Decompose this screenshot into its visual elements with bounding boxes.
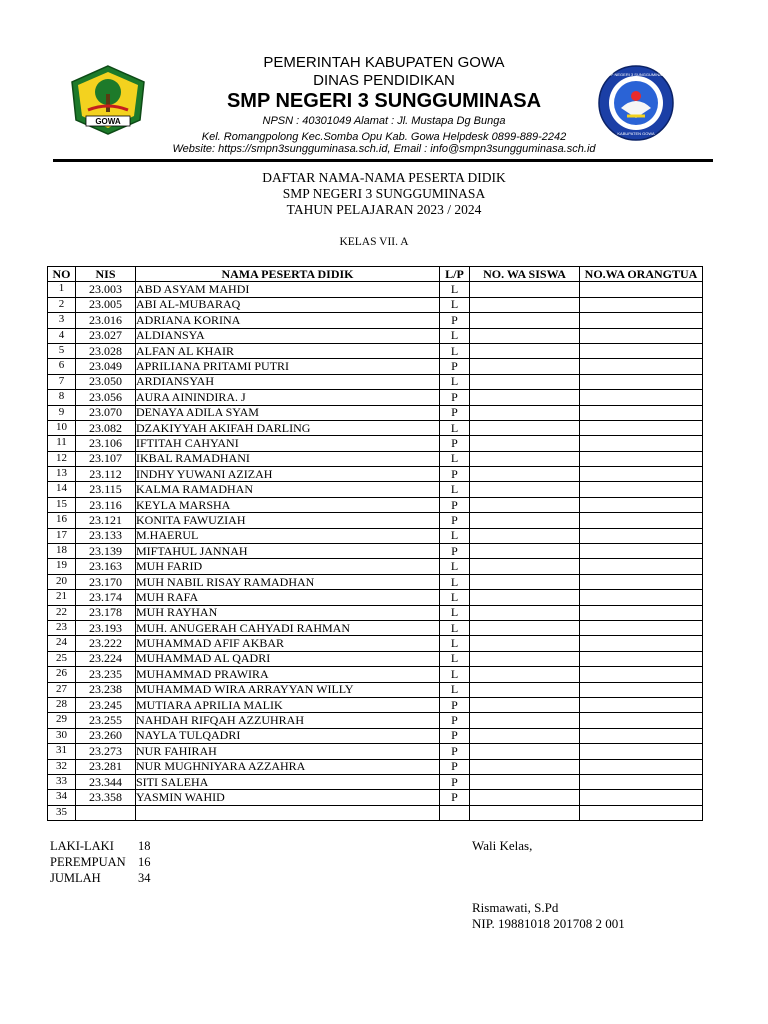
wa-orangtua-cell (580, 651, 703, 666)
no-cell: 1 (48, 282, 76, 297)
name-cell: IKBAL RAMADHANI (136, 451, 440, 466)
summary-row (50, 838, 151, 854)
name-cell: NUR MUGHNIYARA AZZAHRA (136, 759, 440, 774)
wa-siswa-cell (470, 667, 580, 682)
no-cell: 7 (48, 374, 76, 389)
letterhead-government: PEMERINTAH KABUPATEN GOWA (263, 54, 505, 71)
wa-orangtua-cell (580, 728, 703, 743)
gender-cell: L (440, 528, 470, 543)
nis-cell: 23.281 (76, 759, 136, 774)
name-cell: MUHAMMAD PRAWIRA (136, 667, 440, 682)
no-cell: 10 (48, 420, 76, 435)
gender-cell: P (440, 436, 470, 451)
name-cell: NUR FAHIRAH (136, 744, 440, 759)
wa-siswa-cell (470, 713, 580, 728)
table-row (48, 620, 703, 635)
wa-orangtua-cell (580, 313, 703, 328)
summary-row (50, 870, 151, 886)
gender-summary (50, 838, 151, 886)
no-cell: 11 (48, 436, 76, 451)
table-row (48, 790, 703, 805)
name-cell: APRILIANA PRITAMI PUTRI (136, 359, 440, 374)
name-cell: ABD ASYAM MAHDI (136, 282, 440, 297)
wa-orangtua-cell (580, 359, 703, 374)
wa-siswa-cell (470, 451, 580, 466)
table-row (48, 544, 703, 559)
name-cell (136, 805, 440, 820)
gender-cell: L (440, 374, 470, 389)
letterhead-address: NPSN : 40301049 Alamat : Jl. Mustapa Dg Bunga (262, 115, 506, 127)
left-logo-text: GOWA (95, 117, 121, 126)
nis-cell: 23.027 (76, 328, 136, 343)
wa-orangtua-cell (580, 374, 703, 389)
nis-cell: 23.121 (76, 513, 136, 528)
name-cell: MUTIARA APRILIA MALIK (136, 697, 440, 712)
gender-cell: L (440, 297, 470, 312)
wa-siswa-cell (470, 374, 580, 389)
nis-cell: 23.344 (76, 774, 136, 789)
nis-cell: 23.139 (76, 544, 136, 559)
wa-orangtua-cell (580, 405, 703, 420)
gender-cell: L (440, 574, 470, 589)
nis-cell: 23.112 (76, 467, 136, 482)
name-cell: INDHY YUWANI AZIZAH (136, 467, 440, 482)
name-cell: MUHAMMAD AFIF AKBAR (136, 636, 440, 651)
gender-cell: L (440, 451, 470, 466)
nis-cell: 23.222 (76, 636, 136, 651)
no-cell: 21 (48, 590, 76, 605)
table-row (48, 636, 703, 651)
name-cell: SITI SALEHA (136, 774, 440, 789)
name-cell: NAHDAH RIFQAH AZZUHRAH (136, 713, 440, 728)
column-header-wa-siswa: NO. WA SISWA (470, 267, 580, 282)
table-row (48, 513, 703, 528)
wa-siswa-cell (470, 405, 580, 420)
wa-siswa-cell (470, 497, 580, 512)
nis-cell: 23.056 (76, 390, 136, 405)
name-cell: MUHAMMAD AL QADRI (136, 651, 440, 666)
name-cell: MUH RAYHAN (136, 605, 440, 620)
summary-value: 34 (138, 871, 151, 885)
table-row (48, 682, 703, 697)
no-cell: 13 (48, 467, 76, 482)
gender-cell: P (440, 544, 470, 559)
table-row (48, 744, 703, 759)
no-cell: 29 (48, 713, 76, 728)
column-header-lp: L/P (440, 267, 470, 282)
column-header-nis: NIS (76, 267, 136, 282)
nis-cell: 23.049 (76, 359, 136, 374)
name-cell: NAYLA TULQADRI (136, 728, 440, 743)
table-row (48, 774, 703, 789)
gender-cell: P (440, 390, 470, 405)
summary-value: 18 (138, 839, 151, 853)
name-cell: ADRIANA KORINA (136, 313, 440, 328)
nis-cell: 23.050 (76, 374, 136, 389)
table-row (48, 297, 703, 312)
wa-siswa-cell (470, 436, 580, 451)
wa-orangtua-cell (580, 697, 703, 712)
no-cell: 3 (48, 313, 76, 328)
gender-cell: P (440, 359, 470, 374)
gender-cell: P (440, 697, 470, 712)
gender-cell: P (440, 313, 470, 328)
signature-nip: NIP. 19881018 201708 2 001 (472, 916, 625, 931)
no-cell: 33 (48, 774, 76, 789)
name-cell: MUHAMMAD WIRA ARRAYYAN WILLY (136, 682, 440, 697)
nis-cell: 23.170 (76, 574, 136, 589)
wa-siswa-cell (470, 574, 580, 589)
gender-cell: P (440, 744, 470, 759)
gender-cell: L (440, 636, 470, 651)
wa-siswa-cell (470, 313, 580, 328)
gender-cell: P (440, 790, 470, 805)
name-cell: DZAKIYYAH AKIFAH DARLING (136, 420, 440, 435)
gender-cell: L (440, 482, 470, 497)
nis-cell: 23.005 (76, 297, 136, 312)
no-cell: 2 (48, 297, 76, 312)
wa-orangtua-cell (580, 559, 703, 574)
no-cell: 15 (48, 497, 76, 512)
nis-cell: 23.116 (76, 497, 136, 512)
name-cell: ALFAN AL KHAIR (136, 343, 440, 358)
gender-cell: P (440, 728, 470, 743)
table-row (48, 282, 703, 297)
gender-cell: P (440, 759, 470, 774)
wa-siswa-cell (470, 359, 580, 374)
signature-name: Rismawati, S.Pd (472, 900, 559, 915)
nis-cell: 23.260 (76, 728, 136, 743)
wa-orangtua-cell (580, 605, 703, 620)
wa-siswa-cell (470, 390, 580, 405)
nis-cell: 23.224 (76, 651, 136, 666)
no-cell: 18 (48, 544, 76, 559)
wa-siswa-cell (470, 467, 580, 482)
table-row (48, 697, 703, 712)
nis-cell: 23.016 (76, 313, 136, 328)
gender-cell: P (440, 774, 470, 789)
no-cell: 23 (48, 620, 76, 635)
wa-orangtua-cell (580, 774, 703, 789)
wa-siswa-cell (470, 605, 580, 620)
letterhead-divider (53, 159, 713, 162)
nis-cell: 23.273 (76, 744, 136, 759)
nis-cell: 23.115 (76, 482, 136, 497)
gender-cell: P (440, 713, 470, 728)
gender-cell (440, 805, 470, 820)
table-row (48, 436, 703, 451)
no-cell: 16 (48, 513, 76, 528)
summary-label: LAKI-LAKI (50, 839, 114, 853)
nis-cell: 23.028 (76, 343, 136, 358)
wa-siswa-cell (470, 651, 580, 666)
table-row (48, 728, 703, 743)
gender-cell: L (440, 343, 470, 358)
table-row (48, 390, 703, 405)
no-cell: 28 (48, 697, 76, 712)
nis-cell: 23.082 (76, 420, 136, 435)
no-cell: 22 (48, 605, 76, 620)
gender-cell: L (440, 282, 470, 297)
wa-siswa-cell (470, 620, 580, 635)
gender-cell: P (440, 467, 470, 482)
summary-row (50, 854, 151, 870)
wa-orangtua-cell (580, 790, 703, 805)
table-row (48, 359, 703, 374)
wa-siswa-cell (470, 343, 580, 358)
name-cell: IFTITAH CAHYANI (136, 436, 440, 451)
table-row (48, 451, 703, 466)
table-row (48, 328, 703, 343)
wa-siswa-cell (470, 513, 580, 528)
table-row (48, 374, 703, 389)
table-row (48, 482, 703, 497)
no-cell: 20 (48, 574, 76, 589)
letterhead-department: DINAS PENDIDIKAN (313, 72, 455, 89)
nis-cell: 23.174 (76, 590, 136, 605)
wa-orangtua-cell (580, 420, 703, 435)
no-cell: 24 (48, 636, 76, 651)
nis-cell: 23.106 (76, 436, 136, 451)
nis-cell: 23.163 (76, 559, 136, 574)
table-row (48, 759, 703, 774)
no-cell: 25 (48, 651, 76, 666)
nis-cell (76, 805, 136, 820)
table-row (48, 713, 703, 728)
wa-siswa-cell (470, 728, 580, 743)
no-cell: 6 (48, 359, 76, 374)
wa-orangtua-cell (580, 574, 703, 589)
gender-cell: L (440, 651, 470, 666)
nis-cell: 23.238 (76, 682, 136, 697)
letterhead-area: Kel. Romangpolong Kec.Somba Opu Kab. Gowa Helpdesk 0899-889-2242 (201, 131, 567, 143)
wa-orangtua-cell (580, 682, 703, 697)
name-cell: KEYLA MARSHA (136, 497, 440, 512)
table-row (48, 590, 703, 605)
nis-cell: 23.003 (76, 282, 136, 297)
gender-cell: P (440, 405, 470, 420)
wa-orangtua-cell (580, 759, 703, 774)
wa-orangtua-cell (580, 544, 703, 559)
class-label: KELAS VII. A (339, 236, 409, 248)
document-title (0, 170, 768, 218)
wa-siswa-cell (470, 590, 580, 605)
wa-siswa-cell (470, 682, 580, 697)
name-cell: M.HAERUL (136, 528, 440, 543)
name-cell: DENAYA ADILA SYAM (136, 405, 440, 420)
no-cell: 26 (48, 667, 76, 682)
nis-cell: 23.178 (76, 605, 136, 620)
nis-cell: 23.358 (76, 790, 136, 805)
gender-cell: L (440, 682, 470, 697)
wa-orangtua-cell (580, 713, 703, 728)
wa-orangtua-cell (580, 451, 703, 466)
name-cell: MUH. ANUGERAH CAHYADI RAHMAN (136, 620, 440, 635)
summary-label: PEREMPUAN (50, 855, 126, 869)
signature-title: Wali Kelas, (472, 838, 533, 853)
wa-siswa-cell (470, 528, 580, 543)
wa-orangtua-cell (580, 467, 703, 482)
column-header-no: NO (48, 267, 76, 282)
name-cell: KONITA FAWUZIAH (136, 513, 440, 528)
table-row (48, 651, 703, 666)
wa-orangtua-cell (580, 513, 703, 528)
gender-cell: L (440, 605, 470, 620)
no-cell: 12 (48, 451, 76, 466)
column-header-wa-orangtua: NO.WA ORANGTUA (580, 267, 703, 282)
table-row (48, 805, 703, 820)
nis-cell: 23.070 (76, 405, 136, 420)
letterhead-school-name: SMP NEGERI 3 SUNGGUMINASA (226, 90, 542, 112)
nis-cell: 23.107 (76, 451, 136, 466)
no-cell: 8 (48, 390, 76, 405)
nis-cell: 23.245 (76, 697, 136, 712)
gender-cell: P (440, 497, 470, 512)
no-cell: 14 (48, 482, 76, 497)
student-table (47, 266, 703, 821)
name-cell: MIFTAHUL JANNAH (136, 544, 440, 559)
nis-cell: 23.193 (76, 620, 136, 635)
wa-siswa-cell (470, 282, 580, 297)
wa-siswa-cell (470, 328, 580, 343)
name-cell: MUH NABIL RISAY RAMADHAN (136, 574, 440, 589)
gender-cell: L (440, 667, 470, 682)
name-cell: AURA AININDIRA. J (136, 390, 440, 405)
wa-siswa-cell (470, 482, 580, 497)
wa-siswa-cell (470, 790, 580, 805)
no-cell: 9 (48, 405, 76, 420)
wa-orangtua-cell (580, 297, 703, 312)
table-row (48, 574, 703, 589)
nis-cell: 23.235 (76, 667, 136, 682)
gender-cell: L (440, 559, 470, 574)
wa-orangtua-cell (580, 528, 703, 543)
wa-siswa-cell (470, 559, 580, 574)
wa-siswa-cell (470, 297, 580, 312)
letterhead-website: Website: https://smpn3sungguminasa.sch.id, Email : info@smpn3sungguminasa.sch.id (172, 143, 596, 155)
gender-cell: L (440, 620, 470, 635)
no-cell: 4 (48, 328, 76, 343)
summary-value: 16 (138, 855, 151, 869)
table-row (48, 559, 703, 574)
table-row (48, 313, 703, 328)
right-logo-bottom-text: KABUPATEN GOWA (617, 131, 655, 136)
no-cell: 17 (48, 528, 76, 543)
gender-cell: L (440, 420, 470, 435)
gender-cell: L (440, 328, 470, 343)
name-cell: MUH FARID (136, 559, 440, 574)
no-cell: 30 (48, 728, 76, 743)
no-cell: 19 (48, 559, 76, 574)
wa-siswa-cell (470, 805, 580, 820)
wa-orangtua-cell (580, 390, 703, 405)
name-cell: ARDIANSYAH (136, 374, 440, 389)
wa-siswa-cell (470, 744, 580, 759)
title-line-3: TAHUN PELAJARAN 2023 / 2024 (286, 202, 482, 217)
no-cell: 5 (48, 343, 76, 358)
name-cell: YASMIN WAHID (136, 790, 440, 805)
wa-orangtua-cell (580, 482, 703, 497)
wa-siswa-cell (470, 544, 580, 559)
name-cell: MUH RAFA (136, 590, 440, 605)
title-line-2: SMP NEGERI 3 SUNGGUMINASA (282, 186, 486, 201)
nis-cell: 23.133 (76, 528, 136, 543)
table-row (48, 528, 703, 543)
no-cell: 31 (48, 744, 76, 759)
table-row (48, 343, 703, 358)
wa-orangtua-cell (580, 590, 703, 605)
right-logo-top-text: SMP NEGERI 3 SUNGGUMINASA (604, 72, 668, 77)
table-row (48, 497, 703, 512)
wa-orangtua-cell (580, 667, 703, 682)
wa-siswa-cell (470, 636, 580, 651)
nis-cell: 23.255 (76, 713, 136, 728)
summary-label: JUMLAH (50, 871, 101, 885)
wa-orangtua-cell (580, 636, 703, 651)
table-row (48, 605, 703, 620)
gender-cell: L (440, 590, 470, 605)
name-cell: ABI AL-MUBARAQ (136, 297, 440, 312)
wa-orangtua-cell (580, 328, 703, 343)
wa-orangtua-cell (580, 282, 703, 297)
table-header-row (48, 267, 703, 282)
wa-siswa-cell (470, 759, 580, 774)
name-cell: ALDIANSYA (136, 328, 440, 343)
wa-orangtua-cell (580, 343, 703, 358)
wa-siswa-cell (470, 420, 580, 435)
wa-siswa-cell (470, 697, 580, 712)
wa-orangtua-cell (580, 620, 703, 635)
wa-orangtua-cell (580, 497, 703, 512)
no-cell: 27 (48, 682, 76, 697)
no-cell: 35 (48, 805, 76, 820)
table-row (48, 420, 703, 435)
no-cell: 34 (48, 790, 76, 805)
table-row (48, 467, 703, 482)
column-header-nama: NAMA PESERTA DIDIK (136, 267, 440, 282)
wa-orangtua-cell (580, 744, 703, 759)
title-line-1: DAFTAR NAMA-NAMA PESERTA DIDIK (262, 170, 506, 185)
no-cell: 32 (48, 759, 76, 774)
wa-siswa-cell (470, 774, 580, 789)
table-row (48, 405, 703, 420)
wa-orangtua-cell (580, 436, 703, 451)
name-cell: KALMA RAMADHAN (136, 482, 440, 497)
table-row (48, 667, 703, 682)
gender-cell: P (440, 513, 470, 528)
wa-orangtua-cell (580, 805, 703, 820)
